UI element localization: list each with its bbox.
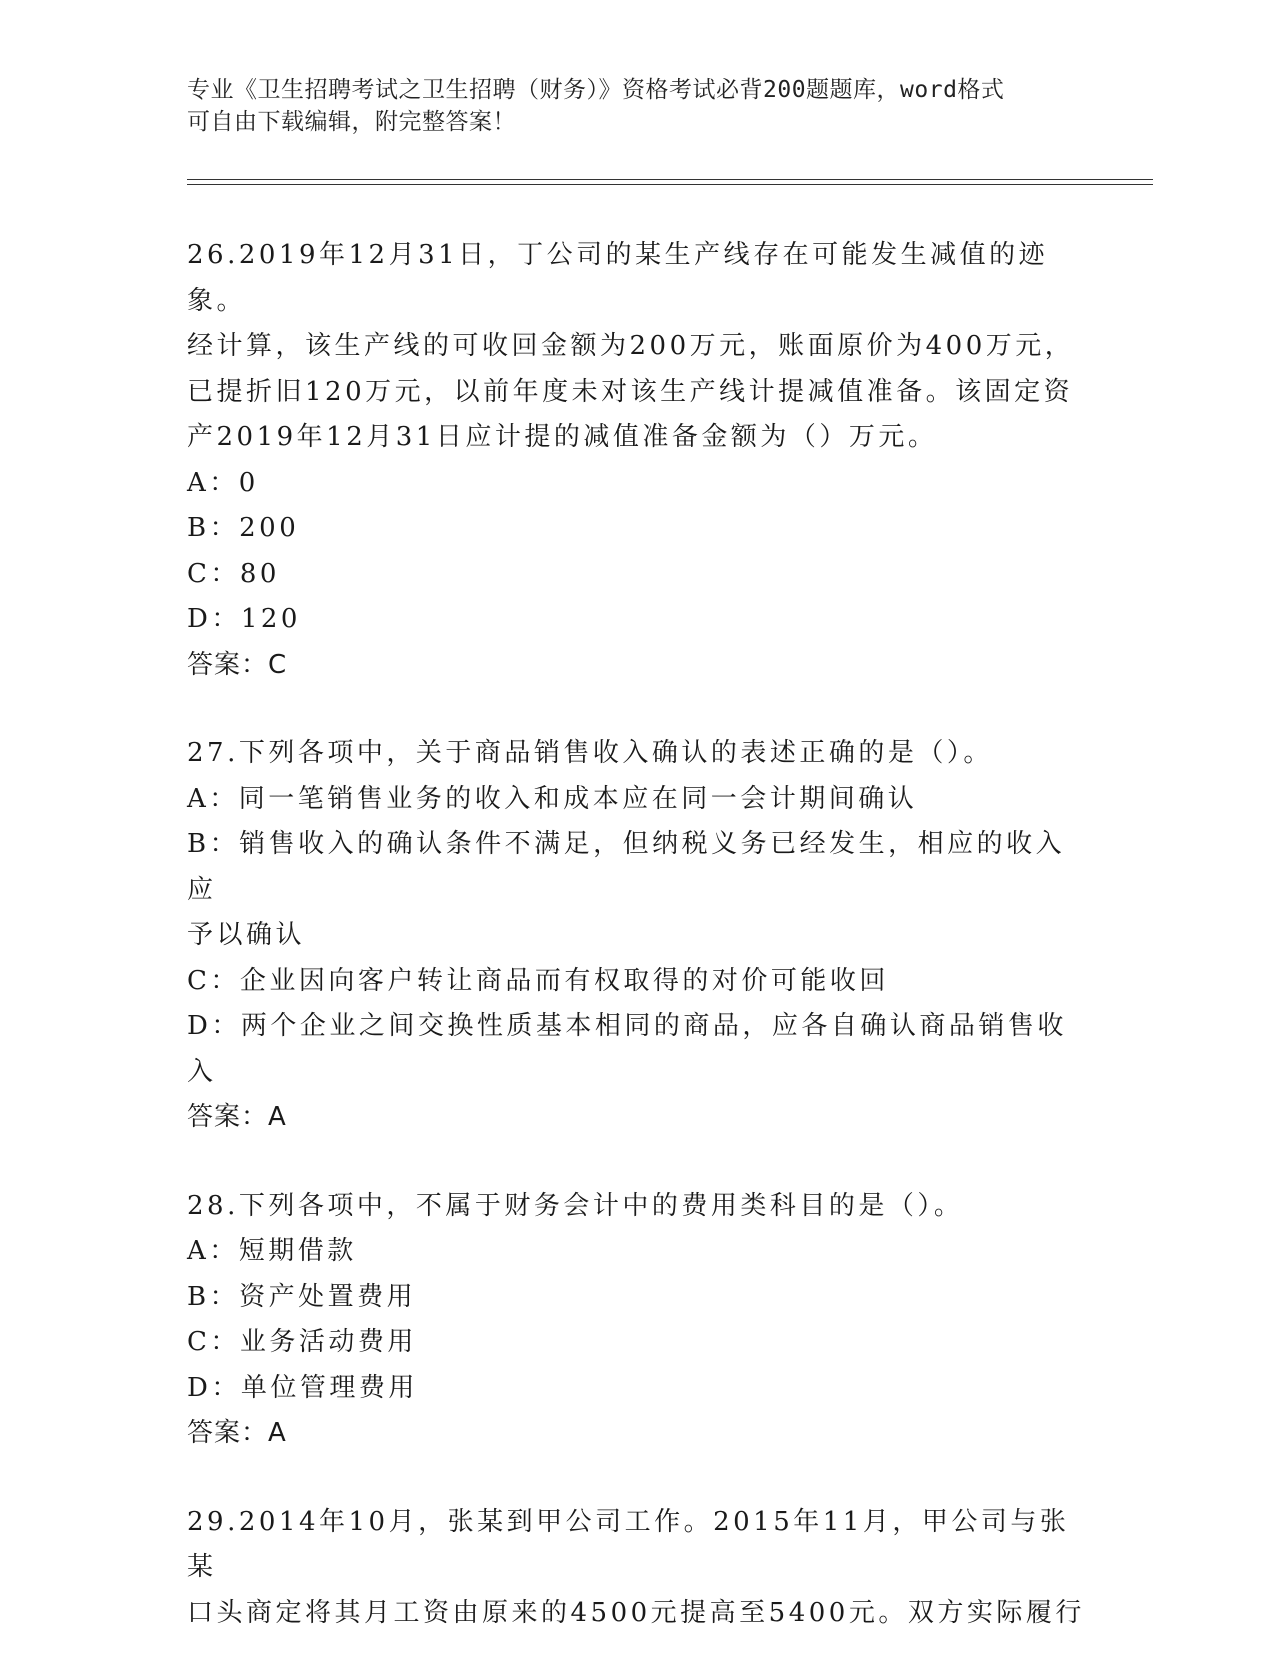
question-27	[187, 731, 1087, 1141]
option-line: 予以确认	[187, 920, 306, 950]
question-26	[187, 233, 1087, 688]
stem-line: 27.下列各项中，关于商品销售收入确认的表述正确的是（）。	[187, 738, 993, 768]
option-b	[187, 822, 1087, 959]
option-a: A：0	[187, 467, 259, 498]
option-c: C：业务活动费用	[187, 1327, 417, 1357]
option-a: A：同一笔销售业务的收入和成本应在同一会计期间确认	[187, 783, 918, 814]
stem-line: 28.下列各项中，不属于财务会计中的费用类科目的是（）。	[187, 1190, 964, 1221]
header-line: 专业《卫生招聘考试之卫生招聘（财务）》资格考试必背200题题库，word格式	[187, 77, 1005, 103]
header-divider	[187, 179, 1153, 180]
answer-line: 答案：C	[187, 649, 288, 680]
option-b: B：200	[187, 513, 300, 543]
header-divider	[187, 184, 1153, 185]
question-stem	[187, 1500, 1087, 1637]
option-d: D：120	[187, 604, 301, 634]
stem-line: 口头商定将其月工资由原来的4500元提高至5400元。双方实际履行	[187, 1597, 1085, 1628]
answer-line: 答案：A	[187, 1102, 287, 1132]
option-line: B：销售收入的确认条件不满足，但纳税义务已经发生，相应的收入应	[187, 829, 1066, 905]
question-stem	[187, 1184, 1087, 1230]
question-list	[187, 233, 1087, 1679]
stem-line: 29.2014年10月，张某到甲公司工作。2015年11月，甲公司与张某	[187, 1506, 1070, 1582]
stem-line: 产2019年12月31日应计提的减值准备金额为（）万元。	[187, 422, 938, 452]
question-28	[187, 1184, 1087, 1457]
question-stem	[187, 233, 1087, 461]
option-d: D：单位管理费用	[187, 1372, 418, 1403]
document-header	[187, 74, 1067, 138]
header-line: 可自由下载编辑，附完整答案！	[187, 109, 516, 135]
question-29	[187, 1500, 1087, 1637]
option-b: B：资产处置费用	[187, 1281, 417, 1312]
stem-line: 已提折旧120万元，以前年度未对该生产线计提减值准备。该固定资	[187, 376, 1074, 407]
option-c: C：80	[187, 558, 280, 589]
option-c: C：企业因向客户转让商品而有权取得的对价可能收回	[187, 965, 889, 996]
option-a: A：短期借款	[187, 1236, 357, 1266]
answer-line: 答案：A	[187, 1418, 287, 1448]
stem-line: 26.2019年12月31日，丁公司的某生产线存在可能发生减值的迹象。	[187, 240, 1049, 316]
question-stem	[187, 731, 1087, 777]
option-d: D：两个企业之间交换性质基本相同的商品，应各自确认商品销售收入	[187, 1011, 1067, 1087]
stem-line: 经计算，该生产线的可收回金额为200万元，账面原价为400万元，	[187, 331, 1075, 361]
